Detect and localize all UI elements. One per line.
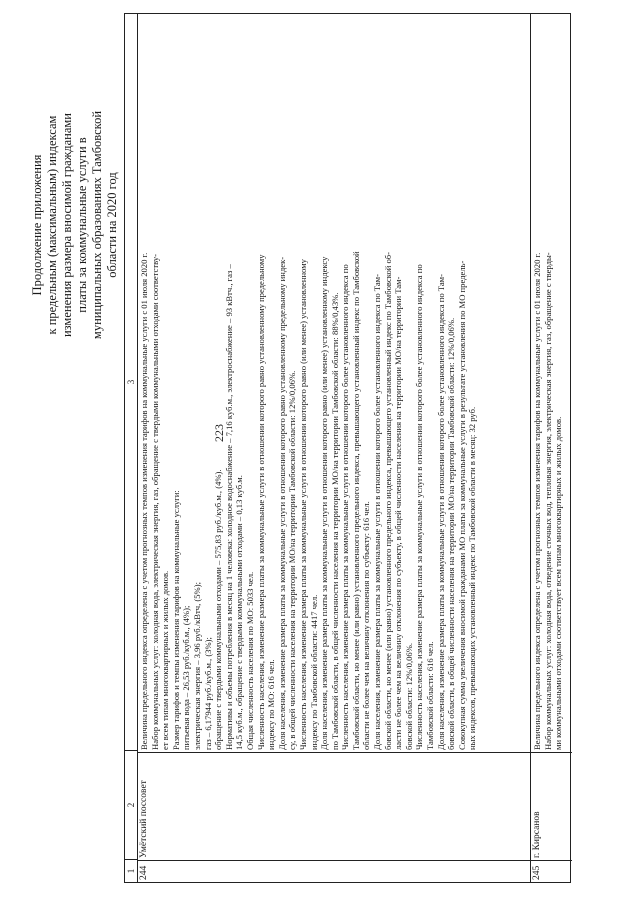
description-line: Совокупная сумма увеличения вносимой гражданами МО платы за коммунальные услуги в результате установления по МО предель- bbox=[456, 260, 467, 750]
heading-line: муниципальных образованиях Тамбовской bbox=[90, 110, 104, 340]
description-line: Численность населения, изменение размера платы за коммунальные услуги в отношении которого равно (или менее) установленному bbox=[297, 259, 308, 750]
description-line: ласти не более чем на величину отклонения по субъекту, в общей численности населения на территории МО/на территории Там- bbox=[393, 276, 404, 750]
description-line: Тамбовской области, но менее (или равно) установленного предельного индекса, превышающего установленный индекс по Тамбовской bbox=[350, 251, 361, 750]
description-line: Численность населения, изменение размера платы за коммунальные услуги в отношении которого более установленного индекса по bbox=[340, 264, 351, 750]
description-line: су, в общей численности населения на территории МО/на территории Тамбовской области: 12%/0,06%. bbox=[287, 370, 298, 750]
description-line: Доля населения, изменение размера платы за коммунальные услуги в отношении которого равно (или менее) установленному индексу bbox=[319, 256, 330, 750]
description-cell bbox=[531, 14, 572, 752]
description-line: питьевая вода – 26,53 руб./куб.м., (4%); bbox=[181, 605, 192, 750]
description-line: Доля населения, изменение размера платы за коммунальные услуги в отношении которого равно установленному предельному индек- bbox=[276, 256, 287, 750]
description-line: Численность населения, изменение размера платы за коммунальные услуги в отношении которого равно установленному предельному bbox=[255, 254, 266, 750]
description-line: области не более чем на величину отклонения по субъекту: 616 чел. bbox=[361, 501, 372, 750]
description-line: Тамбовской области: 616 чел. bbox=[425, 641, 436, 750]
heading-line: изменения размера вносимой гражданами bbox=[60, 113, 74, 338]
description-line: Набор коммунальных услуг: холодная вода, электрическая энергия, газ, обращение с твердыми коммунальными отходами соответству- bbox=[149, 253, 160, 750]
description-line: индексу по Тамбовской области: 4417 чел. bbox=[308, 594, 319, 750]
description-line: по Тамбовской области, в общей численности населения на территории МО/на территории Тамбовской области: 88%/0,43%. bbox=[329, 292, 340, 750]
description-line: 14,5 куб.м., обращение с твердыми коммунальными отходами – 0,13 куб.м. bbox=[234, 475, 245, 750]
table-row bbox=[138, 14, 531, 882]
description-line: бовской области, но менее (или равно) установленного предельного индекса, превышающего установленный индекс по Тамбовской об- bbox=[382, 251, 393, 750]
description-line: Доля населения, изменение размера платы за коммунальные услуги в отношении которого более установленного индекса по Там- bbox=[435, 274, 446, 750]
row-number: 244 bbox=[138, 860, 530, 882]
description-line: Набор коммунальных услуг: холодная вода, отведение сточных вод, тепловая энергия, электрическая энергия, газ, обращение с тверды- bbox=[542, 252, 553, 750]
description-line: бовской области: 12%/0,06%. bbox=[403, 642, 414, 750]
description-line: газ – 6,17944 руб./куб.м., (3%); bbox=[202, 637, 213, 750]
description-cell bbox=[138, 14, 530, 752]
description-line: электрическая энергия – 3,96 руб./кВтч, (5%); bbox=[191, 582, 202, 750]
table-row bbox=[531, 14, 572, 882]
heading-line: к предельным (максимальным) индексам bbox=[45, 115, 59, 335]
municipality-name: г. Кирсанов bbox=[531, 752, 572, 860]
page-number: 223 bbox=[212, 424, 226, 442]
description-line: обращение с твердыми коммунальными отходами – 575,83 руб./куб.м., (4%). bbox=[213, 469, 224, 750]
heading-line: платы за коммунальные услуги в bbox=[75, 137, 89, 313]
description-line: Величина предельного индекса определена с учетом прогнозных темпов изменения тарифов на коммунальные услуги с 01 июля 2020 г. bbox=[532, 252, 542, 750]
heading-line: области на 2020 год bbox=[105, 172, 119, 278]
municipality-name: Умётский поссовет bbox=[138, 752, 530, 860]
description-line: Численность населения, изменение размера платы за коммунальные услуги в отношении которого более установленного индекса по bbox=[414, 264, 425, 750]
description-line: ет всем типам многоквартирных и жилых домов. bbox=[160, 570, 171, 750]
description-line: Размер тарифов и темпы изменения тарифов на коммунальные услуги: bbox=[170, 490, 181, 750]
description-line: Общая численность населения по МО: 5033 чел. bbox=[244, 571, 255, 750]
indices-table bbox=[124, 13, 571, 883]
description-line: Доля населения, изменение размера платы за коммунальные услуги в отношении которого более установленного индекса по Там- bbox=[372, 274, 383, 750]
description-line: бовской области, в общей численности населения на территории МО/на территории Тамбовской области: 12%/0,06%. bbox=[446, 317, 457, 750]
description-line: индексу по МО: 616 чел. bbox=[266, 659, 277, 750]
row-number: 245 bbox=[531, 860, 572, 882]
description-line: Величина предельного индекса определена с учетом прогнозных темпов изменения тарифов на коммунальные услуги с 01 июля 2020 г. bbox=[139, 252, 149, 750]
description-line: ных индексов, превышающих установленный индекс по Тамбовской области в месяц: 32 руб. bbox=[467, 406, 478, 750]
column-header: 1 bbox=[125, 859, 137, 882]
heading-line: Продолжение приложения bbox=[30, 154, 44, 296]
description-line: ми коммунальными отходами соответствует всем типам многоквартирных и жилых домов. bbox=[553, 416, 564, 750]
column-header: 2 bbox=[125, 750, 137, 859]
table-header-row bbox=[125, 14, 138, 882]
column-header: 3 bbox=[126, 379, 136, 385]
description-line: Нормативы и объемы потребления в месяц на 1 человека: холодное водоснабжение – 7,16 куб.м., электроснабжение – 93 кВтч., газ – bbox=[223, 264, 234, 750]
appendix-heading bbox=[30, 25, 120, 425]
